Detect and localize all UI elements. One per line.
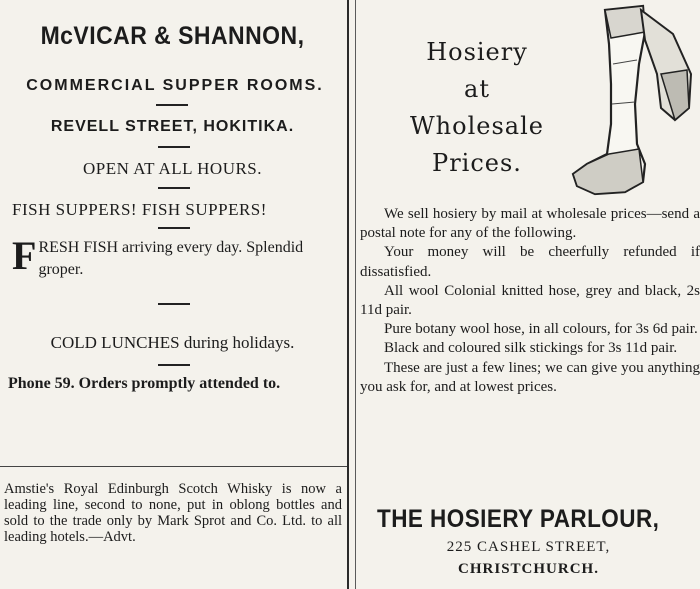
paragraph: These are just a few lines; we can give you anything you ask for, and at lowest prices. <box>360 359 700 395</box>
hosiery-heading <box>377 34 577 182</box>
paragraph: Your money will be cheerfully refunded if dissatisfied. <box>360 244 700 280</box>
heading-line: at <box>464 75 490 103</box>
ad-fish-suppers: FISH SUPPERS! FISH SUPPERS! <box>12 200 267 219</box>
heading-line: Prices. <box>432 149 522 177</box>
rule <box>158 227 190 229</box>
shop-name: THE HOSIERY PARLOUR, <box>377 505 660 533</box>
rule <box>158 364 190 366</box>
fresh-fish-text: RESH FISH arriving every day. Splendid groper. <box>38 239 304 278</box>
drop-cap: F <box>12 233 37 278</box>
ad-hours: OPEN AT ALL HOURS. <box>82 159 263 178</box>
rule <box>156 104 188 106</box>
paragraph: Pure botany wool hose, in all colours, for 3s 6d pair. <box>384 321 698 338</box>
cold-lunches: COLD LUNCHES during holidays. <box>50 333 295 352</box>
fresh-fish-notice <box>12 233 347 281</box>
column-divider-thin <box>355 0 356 589</box>
phone-notice: Phone 59. Orders promptly attended to. <box>8 375 281 392</box>
shop-street: 225 CASHEL STREET, <box>446 539 611 555</box>
section-rule <box>0 466 347 467</box>
shop-city: CHRISTCHURCH. <box>458 561 599 577</box>
paragraph: Black and coloured silk stickings for 3s 11d pair. <box>384 340 678 357</box>
heading-line: Hosiery <box>426 38 528 66</box>
hosiery-ad <box>357 0 700 589</box>
whisky-advertisement: Amstie's Royal Edinburgh Scotch Whisky is now a leading line, second to none, put in oblong bottles and sold to the trade only by Mark Sprot and Co. Ltd. to all leading hotels.—Advt. <box>4 481 342 545</box>
rule <box>158 146 190 148</box>
rule <box>158 303 190 305</box>
ad-address: REVELL STREET, HOKITIKA. <box>50 118 295 135</box>
rule <box>158 187 190 189</box>
hosiery-body <box>360 205 700 397</box>
ad-subtitle: COMMERCIAL SUPPER ROOMS. <box>26 77 324 94</box>
heading-line: Wholesale <box>410 112 544 140</box>
ad-title: McVICAR & SHANNON, <box>40 22 305 50</box>
paragraph: All wool Colonial knitted hose, grey and black, 2s 11d pair. <box>360 282 700 319</box>
stocking-illustration <box>565 4 700 198</box>
paragraph: We sell hosiery by mail at wholesale prices—send a postal note for any of the following. <box>360 206 700 242</box>
